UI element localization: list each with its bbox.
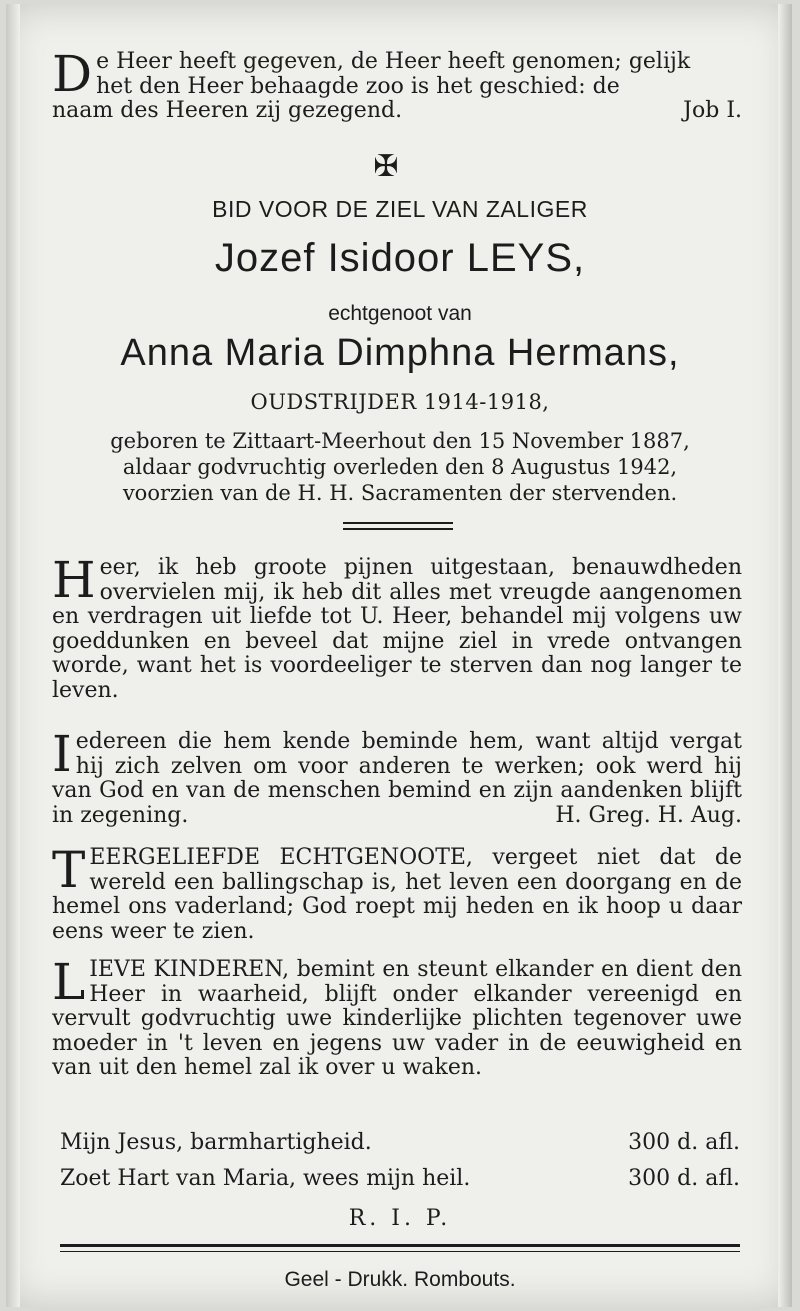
paragraph-1-text: eer, ik heb groote pijnen uitgestaan, benauwdheden overvielen mij, ik heb dit alles met vreugde aangenomen en verdragen uit liefde tot U. Heer, behandel mij volgens uw goeddunken en beveel dat mijne ziel in vrede ontvangen worde, want het is voordeeliger te sterven dan nog langer te leven.: [52, 555, 742, 703]
invocation-1-indulgence: 300 d. afl.: [628, 1130, 740, 1155]
printer-credit: Geel - Drukk. Rombouts.: [284, 1268, 516, 1291]
invocation-2-indulgence: 300 d. afl.: [628, 1166, 740, 1191]
divider-short-top: [343, 522, 453, 524]
footer-rule-thin: [60, 1251, 740, 1252]
paragraph-2-source: H. Greg. H. Aug.: [555, 802, 742, 828]
paper-edge-right: [778, 4, 792, 1307]
paragraph-beloved: [52, 725, 742, 828]
prayer-request: BID VOOR DE ZIEL VAN ZALIGER: [212, 196, 588, 222]
quote-line-1: e Heer heeft gegeven, de Heer heeft genomen; gelijk: [96, 49, 691, 74]
spouse-name: Anna Maria Dimphna Hermans,: [120, 332, 680, 374]
paragraph-4-dropcap: L: [52, 953, 86, 1011]
bio-death: aldaar godvruchtig overleden den 8 Augustus 1942,: [122, 455, 678, 479]
deceased-name: Jozef Isidoor LEYS,: [214, 236, 586, 280]
paragraph-1-dropcap: H: [52, 551, 96, 609]
bio-sacraments: voorzien van de H. H. Sacramenten der stervenden.: [122, 481, 678, 505]
bio-birth: geboren te Zittaart-Meerhout den 15 November 1887,: [110, 429, 690, 453]
quote-source: Job I.: [683, 98, 742, 123]
paragraph-2-dropcap: I: [52, 725, 72, 783]
paragraph-suffering: [52, 551, 742, 703]
relation-label: echtgenoot van: [328, 302, 472, 325]
quote-line-3: [52, 99, 742, 124]
footer-rule-thick: [60, 1244, 740, 1247]
paragraph-3-text: EERGELIEFDE ECHTGENOOTE, vergeet niet dat de wereld een ballingschap is, het leven een doorgang en de hemel ons vaderland; God roept mij heden en ik hoop u daar eens weer te zien.: [52, 845, 742, 944]
quote-line-2: het den Heer behaagde zoo is het geschied: de: [96, 73, 620, 99]
invocation-2-text: Zoet Hart van Maria, wees mijn heil.: [60, 1166, 471, 1191]
invocation-1-text: Mijn Jesus, barmhartigheid.: [60, 1130, 372, 1155]
paragraph-4-text: IEVE KINDEREN, bemint en steunt elkander en dient den Heer in waarheid, blijft onder elkander vereenigd en vervult godvruchtig uwe kinderlijke plichten tegenover uwe moeder in 't leven en jegens uw vader in de eeuwigheid en van uit den hemel zal ik over u waken.: [52, 957, 742, 1080]
quote-line-3-text: naam des Heeren zij gezegend.: [52, 98, 403, 123]
biography: [30, 428, 770, 506]
divider-short-bottom: [343, 528, 453, 530]
paragraph-2-text: edereen die hem kende beminde hem, want altijd vergat hij zich zelven om voor anderen te werken; ook werd hij van God en van de menschen bemind en zijn aandenken blijft in zegening.: [52, 729, 742, 828]
veteran-title: OUDSTRIJDER 1914-1918,: [250, 390, 550, 414]
paragraph-children: [52, 953, 742, 1081]
cross-icon: ✠: [373, 149, 399, 184]
paragraph-3-dropcap: T: [52, 841, 86, 899]
quote-dropcap: D: [52, 45, 93, 103]
opening-quote: [52, 45, 742, 124]
rip-closing: R. I. P.: [348, 1206, 452, 1231]
paragraph-wife: [52, 841, 742, 944]
paper-edge-left: [6, 4, 20, 1307]
